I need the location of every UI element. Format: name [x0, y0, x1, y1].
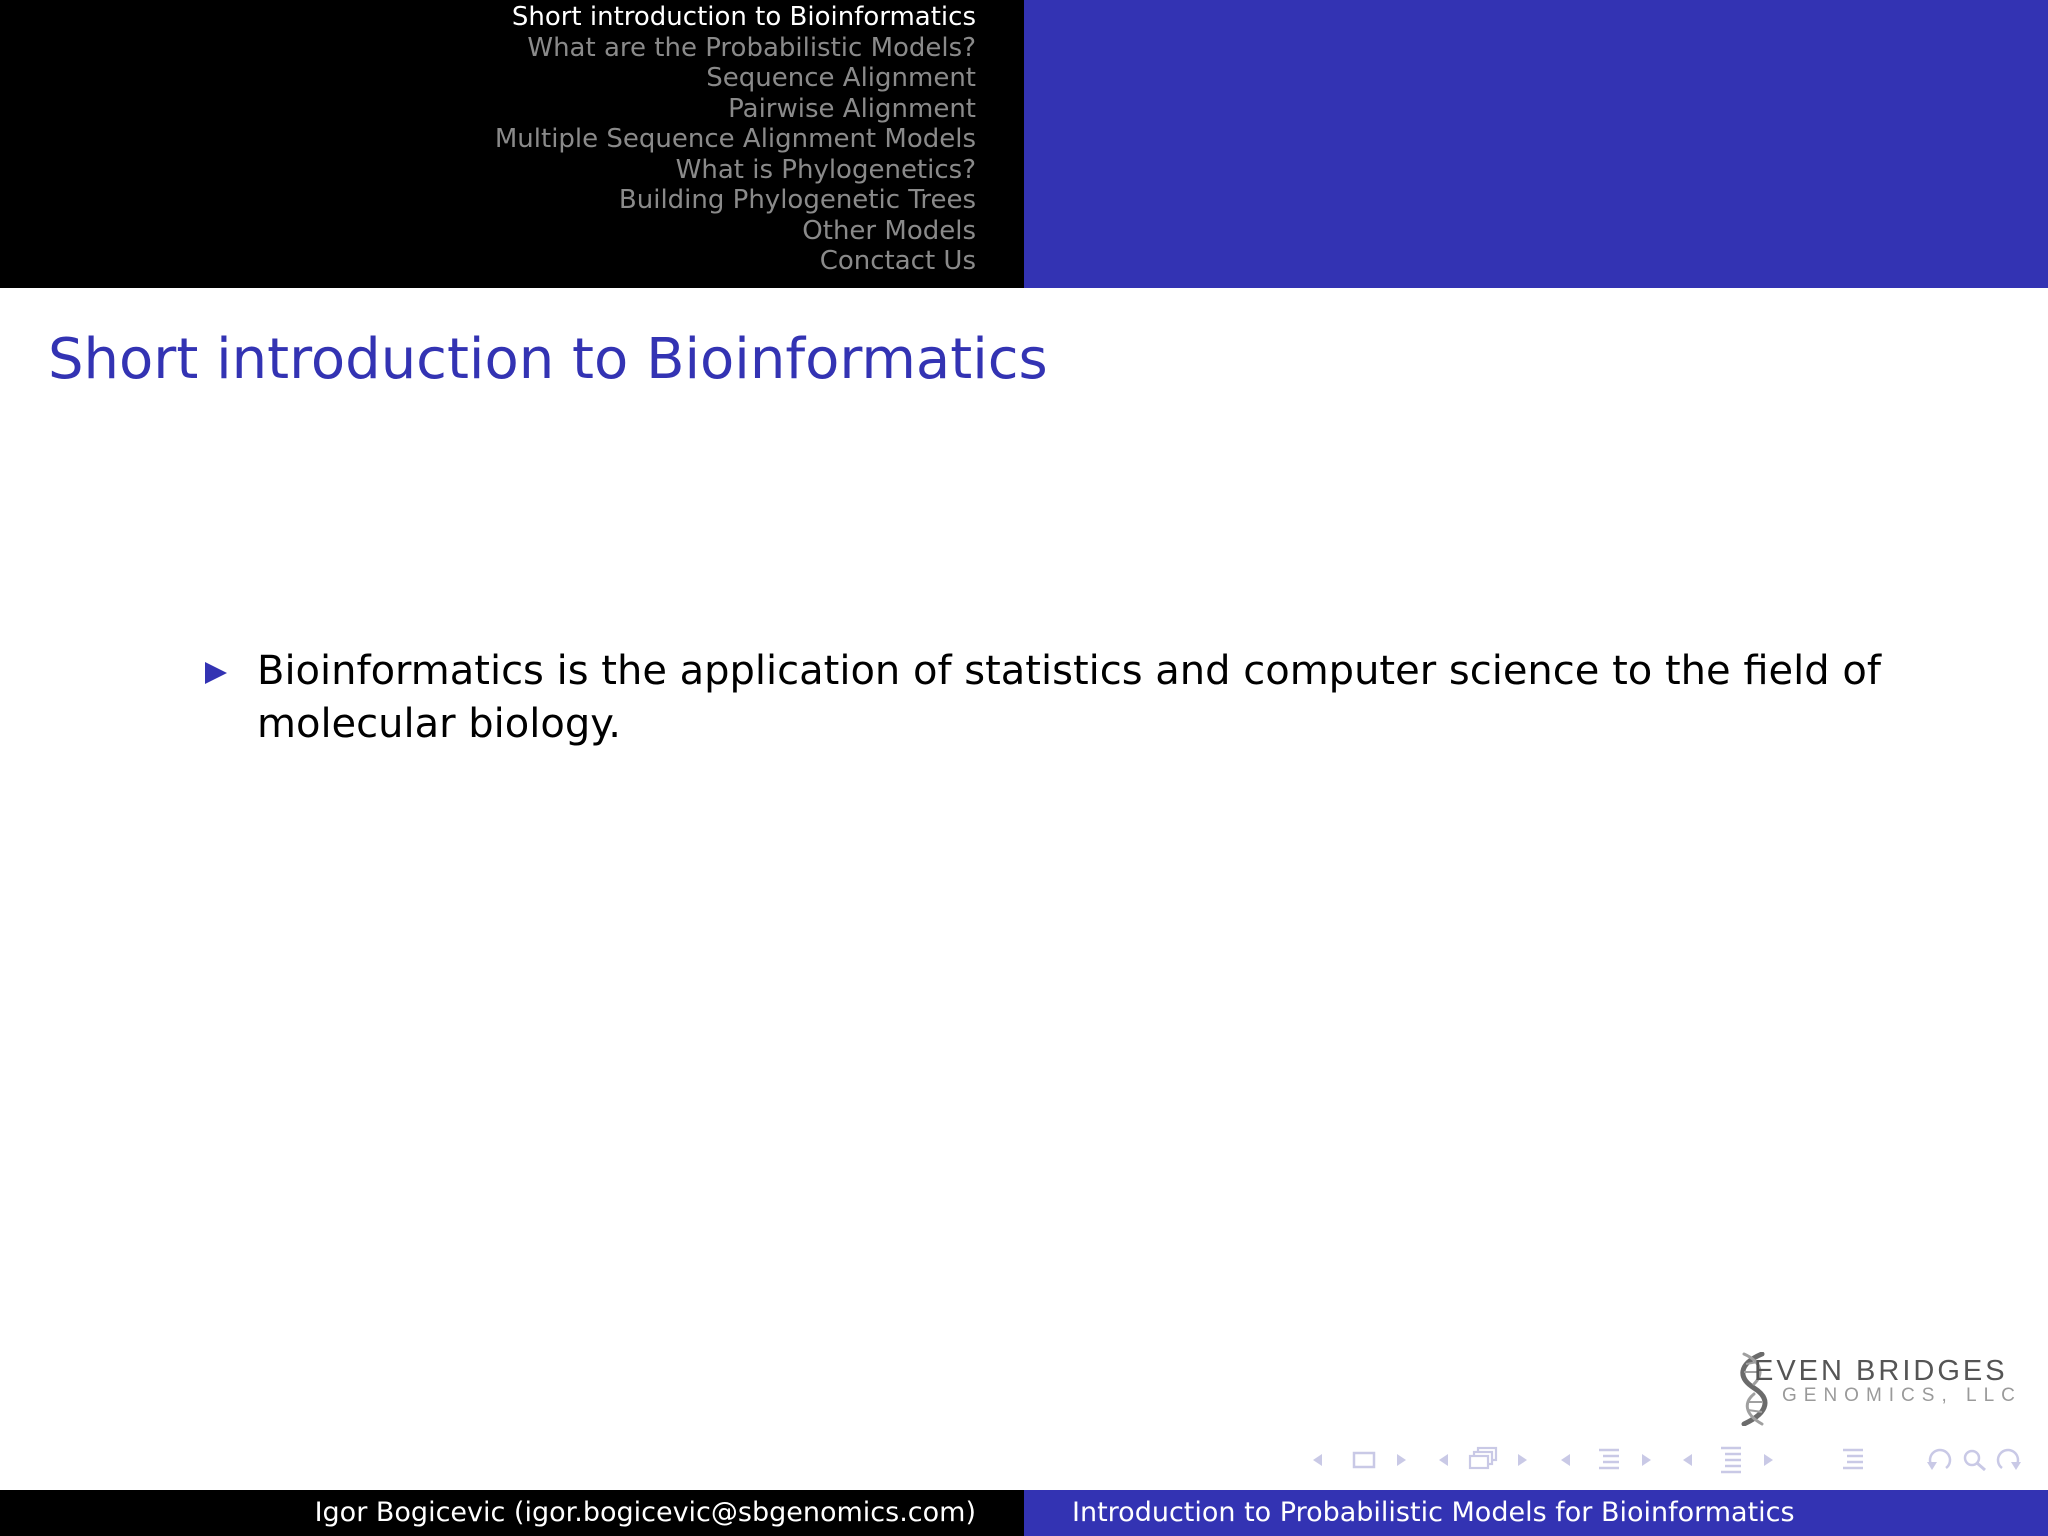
beamer-navigation-symbols	[1310, 1442, 2030, 1478]
frame-prev-icon[interactable]	[1310, 1442, 1324, 1478]
toc-item-probabilistic-models[interactable]: What are the Probabilistic Models?	[527, 32, 976, 63]
toc-item-other-models[interactable]: Other Models	[802, 215, 976, 246]
search-icon[interactable]	[1960, 1442, 1990, 1478]
footer-bar	[0, 1490, 2048, 1536]
bullet-item	[205, 645, 1885, 751]
document-prev-icon[interactable]	[1680, 1442, 1694, 1478]
frame-next-icon[interactable]	[1395, 1442, 1409, 1478]
toc-item-short-introduction[interactable]: Short introduction to Bioinformatics	[511, 2, 976, 32]
toc-item-sequence-alignment[interactable]: Sequence Alignment	[706, 63, 976, 93]
subsection-next-icon[interactable]	[1516, 1442, 1530, 1478]
section-next-icon[interactable]	[1640, 1442, 1654, 1478]
section-navigation	[0, 0, 1024, 288]
document-icon[interactable]	[1718, 1442, 1744, 1478]
bullet-triangle-icon	[205, 662, 227, 684]
seven-bridges-logo	[1732, 1352, 2022, 1426]
header-color-block	[1024, 0, 2048, 288]
toc-icon[interactable]	[1840, 1442, 1866, 1478]
frame-icon[interactable]	[1352, 1442, 1378, 1478]
bullet-text: Bioinformatics is the application of statistics and computer science to the field of molecular biology.	[257, 648, 1881, 747]
footer-title: Introduction to Probabilistic Models for Bioinformatics	[1024, 1490, 2048, 1536]
section-prev-icon[interactable]	[1558, 1442, 1572, 1478]
section-icon[interactable]	[1596, 1442, 1622, 1478]
toc-item-phylogenetic-trees[interactable]: Building Phylogenetic Trees	[618, 185, 976, 215]
frame-content	[205, 645, 1885, 751]
toc-item-phylogenetics[interactable]: What is Phylogenetics?	[675, 154, 976, 185]
toc-item-pairwise-alignment[interactable]: Pairwise Alignment	[728, 93, 976, 124]
toc-item-multiple-sequence-alignment[interactable]: Multiple Sequence Alignment Models	[494, 124, 976, 154]
document-next-icon[interactable]	[1762, 1442, 1776, 1478]
subsection-icon[interactable]	[1468, 1442, 1500, 1478]
frame-title: Short introduction to Bioinformatics	[48, 327, 1048, 392]
header-bar	[0, 0, 2048, 288]
logo-text-main: EVEN BRIDGES	[1754, 1355, 2008, 1387]
back-icon[interactable]	[1924, 1442, 1954, 1478]
logo-text-sub: GENOMICS, LLC	[1782, 1385, 2022, 1406]
forward-icon[interactable]	[1994, 1442, 2024, 1478]
subsection-prev-icon[interactable]	[1436, 1442, 1450, 1478]
toc-item-contact-us[interactable]: Conctact Us	[819, 246, 976, 276]
footer-author: Igor Bogicevic (igor.bogicevic@sbgenomics.com)	[0, 1490, 1024, 1536]
